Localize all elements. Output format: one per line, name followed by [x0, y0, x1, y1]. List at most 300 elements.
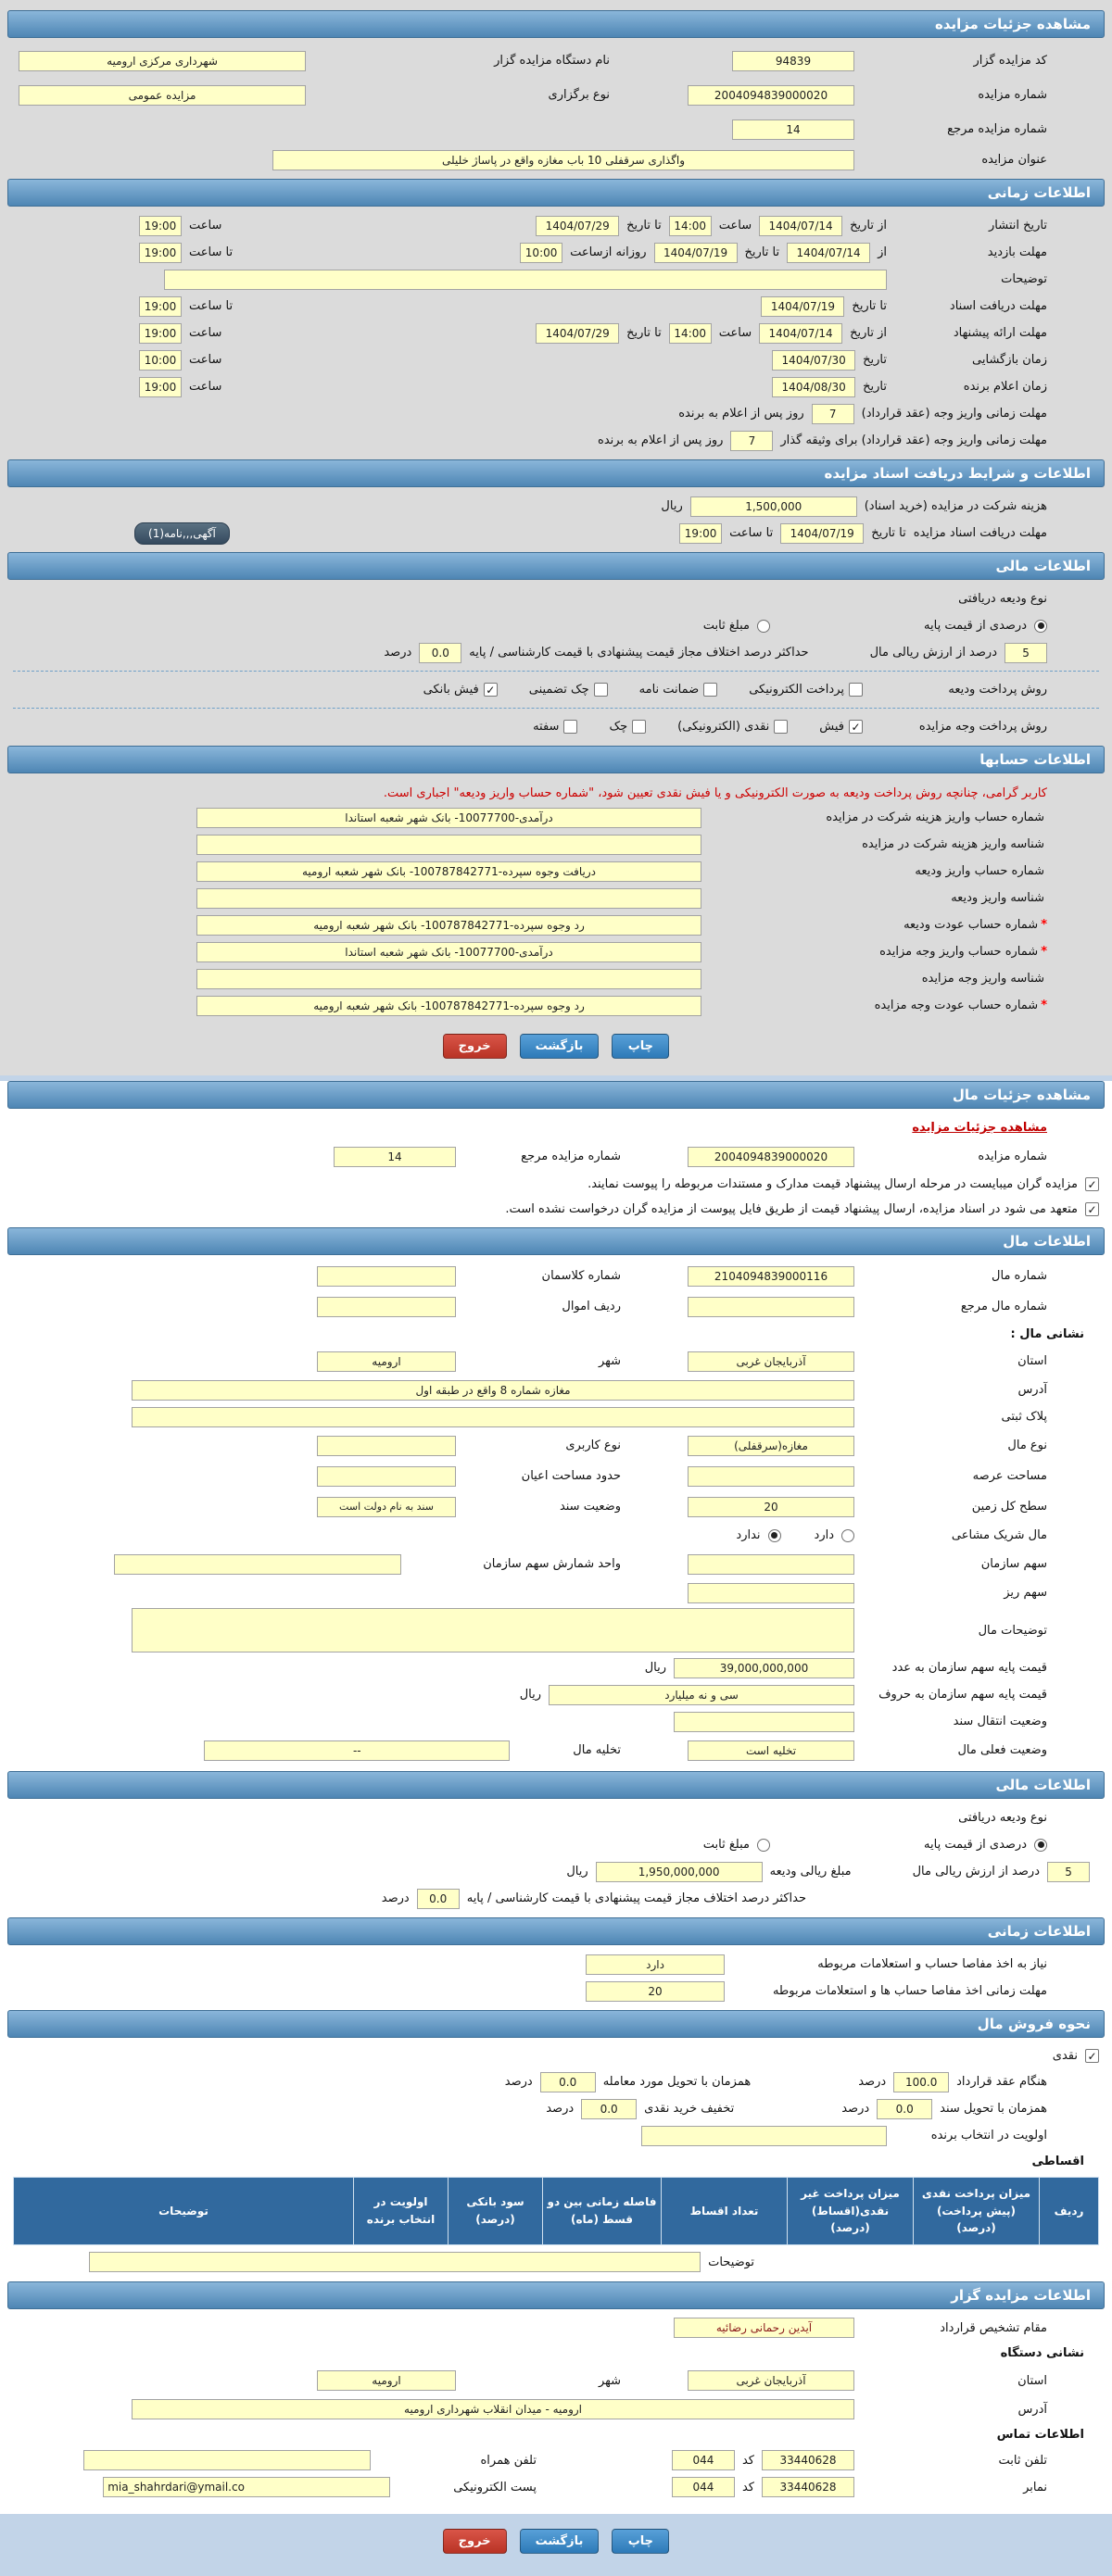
org-share-row	[0, 1549, 1112, 1579]
item-type-row	[0, 1430, 1112, 1461]
visit-to-time-field[interactable]: 19:00	[139, 243, 182, 263]
deposit-type-label: نوع ودیعه دریافتی	[958, 1811, 1047, 1825]
city-label: شهر	[598, 2373, 621, 2388]
bidder-code-field[interactable]: 94839	[732, 51, 854, 71]
electronic-payment-label: پرداخت الکترونیکی	[749, 683, 844, 697]
doc-deadline-label: مهلت دریافت اسناد مزایده	[913, 526, 1047, 540]
winner-label: زمان اعلام برنده	[963, 380, 1047, 394]
on-delivery-field[interactable]: 0.0	[540, 2072, 596, 2092]
building-area-field[interactable]	[317, 1466, 456, 1487]
item-type-pair	[621, 1436, 1047, 1456]
area-row	[0, 1461, 1112, 1491]
percent-label: درصد	[381, 1891, 410, 1905]
auction-ref-field[interactable]: 14	[732, 119, 854, 140]
bidder-code-label: کد مزایده گزار	[973, 54, 1047, 68]
mobile-field[interactable]	[83, 2450, 371, 2470]
deed-status-field[interactable]: سند به نام دولت است	[317, 1497, 456, 1517]
class-no-field[interactable]	[317, 1266, 456, 1287]
account-field[interactable]: درآمدی-10077700- بانک شهر شعبه استاندا	[196, 808, 701, 828]
percent-of-base-label: درصدی از قیمت پایه	[924, 619, 1027, 633]
phone-number-field[interactable]: 33440628	[762, 2450, 854, 2470]
winner-date-field[interactable]: 1404/08/30	[772, 377, 855, 397]
sale-percents-row2	[0, 2095, 1112, 2122]
auction-no-field[interactable]: 2004094839000020	[688, 1147, 854, 1167]
promissory-label: سفته	[533, 720, 560, 734]
deposit-type-options-row	[0, 612, 1112, 639]
percent-label: درصد	[384, 646, 412, 660]
account-field[interactable]	[196, 835, 701, 855]
auction-id-row	[0, 44, 1112, 78]
doc-deadline-row	[0, 520, 1112, 547]
opening-date-field[interactable]: 1404/07/30	[772, 350, 855, 371]
usage-field[interactable]	[317, 1436, 456, 1456]
winner-row	[0, 373, 1112, 400]
organizer-province-field[interactable]: آذربایجان غربی	[688, 2370, 854, 2391]
base-price-words-field[interactable]: سی و نه میلیارد	[549, 1685, 854, 1705]
transfer-status-row	[0, 1708, 1112, 1735]
asset-row-field[interactable]	[317, 1297, 456, 1317]
item-no-field[interactable]: 2104094839000116	[688, 1266, 854, 1287]
authority-row	[0, 2315, 1112, 2342]
shared-no-radio[interactable]	[768, 1529, 781, 1542]
clearance-row	[0, 1951, 1112, 1978]
organizer-province-row	[0, 2366, 1112, 2396]
account-row	[0, 858, 1112, 885]
section-title: مشاهده جزئیات مزایده	[934, 16, 1091, 32]
print-button[interactable]: چاپ	[612, 2529, 669, 2554]
auction-no-row	[0, 78, 1112, 112]
to-date-label: تا تاریخ	[744, 245, 780, 259]
auction-ref-pair	[533, 119, 1047, 140]
authority-field[interactable]: آیدین رحمانی رضائیه	[674, 2318, 854, 2338]
account-field[interactable]: درآمدی-10077700- بانک شهر شعبه استاندا	[196, 942, 701, 962]
percent-label: درصد	[546, 2102, 575, 2116]
deposit-due2-field[interactable]: 7	[730, 431, 773, 451]
back-button[interactable]: بازگشت	[520, 2529, 600, 2554]
address-label: آدرس	[1017, 2402, 1047, 2417]
visit-to-field[interactable]: 1404/07/19	[654, 243, 738, 263]
fixed-amount-radio[interactable]	[757, 620, 770, 633]
rial-label: ریال	[661, 499, 683, 513]
deposit-due2-row	[0, 427, 1112, 454]
city-field[interactable]: ارومیه	[317, 1351, 456, 1372]
winner-priority-label: اولویت در انتخاب برنده	[930, 2129, 1047, 2142]
print-button[interactable]: چاپ	[612, 1034, 669, 1059]
publish-to-time-group	[139, 216, 221, 236]
item-notes-field[interactable]	[132, 1608, 854, 1652]
phone-row	[0, 2447, 1112, 2474]
deposit-amount-label: مبلغ ریالی ودیعه	[769, 1865, 852, 1879]
publish-to-time-field[interactable]: 19:00	[139, 216, 182, 236]
address-label: آدرس	[1017, 1383, 1047, 1397]
province-pair	[621, 2370, 1047, 2391]
auction-no-pair	[610, 85, 1047, 106]
required-asterisk: *	[1041, 945, 1047, 959]
deposit-percent-field[interactable]: 5	[1047, 1862, 1090, 1882]
item-ref-row	[0, 1291, 1112, 1322]
auction-subject-field[interactable]: واگذاری سرقفلی 10 باب مغازه واقع در پاساژ خلیلی	[272, 150, 854, 170]
fish-checkbox[interactable]	[849, 720, 863, 734]
doc-fee-field[interactable]: 1,500,000	[690, 496, 857, 517]
share-unit-pair	[19, 1554, 621, 1575]
max-diff-label: حداکثر درصد اختلاف مجاز قیمت پیشنهادی با قیمت کارشناسی / پایه	[469, 646, 809, 660]
item-address-row	[0, 1376, 1112, 1403]
section-title: مشاهده جزئیات مال	[952, 1087, 1091, 1103]
account-field[interactable]: دریافت وجوه سپرده-100787842771- بانک شهر شعبه ارومیه	[196, 861, 701, 882]
current-status-pair	[621, 1740, 1047, 1761]
section-title: نحوه فروش مال	[977, 2016, 1091, 2032]
opening-time-field[interactable]: 10:00	[139, 350, 182, 371]
deposit-percent-suffix: درصد از ارزش ریالی مال	[912, 1865, 1040, 1879]
winner-time-field[interactable]: 19:00	[139, 377, 182, 397]
to-date-label: تا تاریخ	[626, 326, 662, 340]
email-field[interactable]: mia_shahrdari@ymail.co	[103, 2477, 390, 2497]
to-date-label: تا تاریخ	[852, 299, 887, 313]
org-name-field[interactable]: شهرداری مرکزی ارومیه	[19, 51, 306, 71]
phone-code-field[interactable]: 044	[672, 2450, 735, 2470]
account-field[interactable]	[196, 888, 701, 909]
account-field[interactable]: رد وجوه سپرده-100787842771- بانک شهر شعبه ارومیه	[196, 915, 701, 936]
city-pair	[19, 2370, 621, 2391]
base-price-label: قیمت پایه سهم سازمان به عدد	[891, 1661, 1047, 1675]
item-no-row	[0, 1261, 1112, 1291]
col-winner-priority: اولویت در انتخاب برنده	[354, 2178, 449, 2245]
rial-label: ریال	[644, 1661, 666, 1675]
bidder-code-pair	[610, 51, 1047, 71]
fax-number-field[interactable]: 33440628	[762, 2477, 854, 2497]
publish-from-date-field[interactable]: 1404/07/14	[759, 216, 842, 236]
account-field[interactable]: رد وجوه سپرده-100787842771- بانک شهر شعبه ارومیه	[196, 996, 701, 1016]
hold-type-field[interactable]: مزایده عمومی	[19, 85, 306, 106]
on-contract-label: هنگام عقد قرارداد	[956, 2075, 1047, 2089]
certified-check-checkbox[interactable]	[594, 683, 608, 697]
winner-priority-row	[0, 2122, 1112, 2149]
item-no-pair	[621, 1266, 1047, 1287]
shared-ownership-row	[0, 1522, 1112, 1549]
sale-notes-field[interactable]	[89, 2252, 701, 2272]
percent-of-base-radio[interactable]	[1034, 1839, 1047, 1852]
cash-electronic-checkbox[interactable]	[774, 720, 788, 734]
page-footer-buttons	[0, 2514, 1112, 2576]
percent-label: درصد	[858, 2075, 887, 2089]
land-total-field[interactable]: 20	[688, 1497, 854, 1517]
publish-to-date-field[interactable]: 1404/07/29	[536, 216, 619, 236]
sub-share-row	[0, 1579, 1112, 1606]
organizer-address-group-label: نشانی دستگاه	[1000, 2346, 1084, 2361]
mobile-label: تلفن همراه	[480, 2453, 537, 2468]
method-guarantee	[639, 683, 718, 697]
section-header-item-details	[7, 1081, 1105, 1109]
attachment-button[interactable]: آگهی,,,نامه(1)	[134, 522, 230, 545]
section-title: اطلاعات مال	[1003, 1233, 1091, 1250]
clearance-due-field[interactable]: 20	[586, 1981, 725, 2002]
auction-ref-label: شماره مزایده مرجع	[947, 122, 1047, 136]
account-row	[0, 831, 1112, 858]
required-asterisk: *	[1041, 918, 1047, 932]
auction-no-pair	[621, 1147, 1047, 1167]
percent-of-base-radio[interactable]	[1034, 620, 1047, 633]
item-details-panel	[0, 1081, 1112, 2514]
pay-method-row	[0, 713, 1112, 740]
deposit-amount-field[interactable]: 1,950,000,000	[596, 1862, 763, 1882]
item-ref-field[interactable]	[688, 1297, 854, 1317]
sub-share-field[interactable]	[688, 1583, 854, 1603]
org-share-field[interactable]	[688, 1554, 854, 1575]
asset-row-pair	[19, 1297, 621, 1317]
deposit-percent-suffix: درصد از ارزش ریالی مال	[869, 646, 997, 660]
hour-label: ساعت	[189, 380, 222, 394]
deposit-due2-label: مهلت زمانی واریز وجه (عقد قرارداد) برای وثیقه گذار	[780, 434, 1047, 447]
sale-notes-row	[0, 2249, 1112, 2276]
visit-from-field[interactable]: 1404/07/14	[787, 243, 870, 263]
organizer-address-field[interactable]: ارومیه - میدان انقلاب شهرداری ارومیه	[132, 2399, 854, 2419]
installment-table-header-row	[14, 2178, 1099, 2245]
auction-no-field[interactable]: 2004094839000020	[688, 85, 854, 106]
section-header-auction-details	[7, 10, 1105, 38]
proposal-from-time-field[interactable]: 14:00	[669, 323, 712, 344]
current-status-label: وضعیت فعلی مال	[957, 1743, 1047, 1757]
fish-label: فیش	[819, 720, 844, 734]
fixed-amount-label: مبلغ ثابت	[702, 619, 751, 633]
on-contract-field[interactable]: 100.0	[893, 2072, 949, 2092]
section-header-sale-method	[7, 2010, 1105, 2038]
deposit-percent-row2	[0, 1858, 1112, 1885]
authority-label: مقام تشخیص قرارداد	[940, 2320, 1047, 2335]
account-row	[0, 885, 1112, 911]
opening-row	[0, 346, 1112, 373]
electronic-payment-checkbox[interactable]	[849, 683, 863, 697]
share-unit-field[interactable]	[114, 1554, 401, 1575]
section-header-organizer	[7, 2281, 1105, 2309]
schedule-notes-row	[0, 266, 1112, 293]
visit-label: مهلت بازدید	[987, 245, 1047, 259]
visit-from-time-field[interactable]: 10:00	[520, 243, 562, 263]
no-attachment-request-text: متعهد می شود در اسناد مزایده، ارسال پیشنهاد قیمت از طریق فایل پیوست از مزایده گران درخواست نشده است.	[505, 1202, 1078, 1216]
proposal-to-time-field[interactable]: 19:00	[139, 323, 182, 344]
auction-details-panel	[0, 0, 1112, 1075]
bank-slip-label: فیش بانکی	[423, 683, 479, 697]
view-auction-details-link[interactable]: مشاهده جزئیات مزایده	[912, 1121, 1047, 1135]
section-title: اطلاعات حسابها	[979, 751, 1091, 768]
installment-table	[13, 2177, 1099, 2245]
bank-slip-checkbox[interactable]	[484, 683, 498, 697]
evacuation-pair	[19, 1740, 621, 1761]
to-date-label: تا تاریخ	[626, 219, 662, 232]
guarantee-letter-label: ضمانت نامه	[638, 683, 700, 697]
evacuation-field[interactable]: --	[204, 1740, 510, 1761]
item-address-field[interactable]: مغازه شماره 8 واقع در طبقه اول	[132, 1380, 854, 1401]
doc-deadline-time-field[interactable]: 19:00	[679, 523, 722, 544]
section-header-finance1	[7, 552, 1105, 580]
schedule-notes-field[interactable]	[164, 270, 887, 290]
item-notes-label: توضیحات مال	[978, 1623, 1047, 1638]
usage-label: نوع کاربری	[565, 1439, 621, 1452]
code-label: کد	[741, 2480, 754, 2494]
share-unit-label: واحد شمارش سهم سازمان	[483, 1557, 621, 1571]
org-share-pair	[621, 1554, 1047, 1575]
attachment-group	[134, 522, 230, 545]
cash-sale-checkbox[interactable]	[1085, 2049, 1099, 2063]
sale-notes-label: توضیحات	[708, 2255, 754, 2269]
on-deed-label: همزمان با تحویل سند	[940, 2102, 1047, 2116]
account-label: شناسه واریز هزینه شرکت در مزایده	[862, 837, 1044, 851]
from-label: از	[878, 245, 887, 259]
section-header-schedule2	[7, 1917, 1105, 1945]
base-price-field[interactable]: 39,000,000,000	[674, 1658, 854, 1678]
plate-field[interactable]	[132, 1407, 854, 1427]
max-diff-field[interactable]: 0.0	[417, 1889, 460, 1909]
hour-label: ساعت	[718, 219, 752, 232]
area-pair	[621, 1466, 1047, 1487]
auction-ref-label: شماره مزایده مرجع	[521, 1150, 621, 1163]
opening-label: زمان بازگشایی	[972, 353, 1047, 367]
exit-button[interactable]: خروج	[443, 1034, 507, 1059]
attachment-required-row	[0, 1172, 1112, 1197]
account-row	[0, 965, 1112, 992]
item-auction-no-row	[0, 1141, 1112, 1172]
item-ref-label: شماره مال مرجع	[960, 1300, 1047, 1313]
deposit-percent-field[interactable]: 5	[1005, 643, 1047, 663]
account-field[interactable]	[196, 969, 701, 989]
organizer-city-field[interactable]: ارومیه	[317, 2370, 456, 2391]
deed-status-pair	[19, 1497, 621, 1517]
doc-receive-time-field[interactable]: 19:00	[139, 296, 182, 317]
transfer-status-field[interactable]	[674, 1712, 854, 1732]
promissory-checkbox[interactable]	[563, 720, 577, 734]
panel1-buttons	[0, 1019, 1112, 1064]
usage-pair	[19, 1436, 621, 1456]
no-attachment-request-checkbox[interactable]	[1085, 1202, 1099, 1216]
city-pair	[19, 1351, 621, 1372]
section-header-finance2	[7, 1771, 1105, 1799]
daily-from-hour-label: روزانه ازساعت	[570, 245, 647, 259]
account-label: *شماره حساب عودت ودیعه	[904, 918, 1047, 932]
code-label: کد	[741, 2453, 754, 2468]
section-title: اطلاعات مالی	[995, 1777, 1091, 1793]
col-bank-interest: سود بانکی (درصد)	[449, 2178, 543, 2245]
province-pair	[621, 1351, 1047, 1372]
to-hour-label: تا ساعت	[729, 526, 774, 540]
exit-button[interactable]: خروج	[443, 2529, 507, 2554]
deposit-due2-suffix: روز پس از اعلام به برنده	[598, 434, 724, 447]
account-row	[0, 938, 1112, 965]
dashed-divider	[13, 708, 1099, 709]
from-date-label: از تاریخ	[850, 326, 887, 340]
section-title: اطلاعات و شرایط دریافت اسناد مزایده	[824, 465, 1091, 482]
guarantee-letter-checkbox[interactable]	[703, 683, 717, 697]
deposit-due-field[interactable]: 7	[812, 404, 854, 424]
visit-to-time-group	[139, 243, 233, 263]
fax-code-field[interactable]: 044	[672, 2477, 735, 2497]
current-status-field[interactable]: تخلیه است	[688, 1740, 854, 1761]
account-label: *شماره حساب عودت وجه مزایده	[874, 999, 1047, 1012]
item-province-row	[0, 1346, 1112, 1376]
rial-label: ریال	[566, 1865, 588, 1879]
max-diff-row2	[0, 1885, 1112, 1912]
notes-label: توضیحات	[1001, 272, 1047, 286]
cash-sale-label: نقدی	[1052, 2049, 1078, 2063]
doc-receive-time-group	[139, 296, 233, 317]
fax-label: نمابر	[1023, 2480, 1047, 2494]
doc-receive-date-field[interactable]: 1404/07/19	[761, 296, 844, 317]
hour-label: ساعت	[189, 326, 222, 340]
date-label: تاریخ	[863, 380, 887, 394]
deposit-due-suffix: روز پس از اعلام به برنده	[678, 407, 804, 421]
col-cash-prepay-percent: میزان پرداخت نقدی (پیش پرداخت) (درصد)	[914, 2178, 1040, 2245]
doc-deadline-date-field[interactable]: 1404/07/19	[780, 523, 864, 544]
to-hour-label: تا ساعت	[189, 245, 234, 259]
attachment-required-checkbox[interactable]	[1085, 1177, 1099, 1191]
item-notes-row	[0, 1606, 1112, 1654]
auction-ref-row	[0, 112, 1112, 146]
base-price-row	[0, 1654, 1112, 1681]
area-field[interactable]	[688, 1466, 854, 1487]
installment-group-label: اقساطی	[1031, 2154, 1084, 2168]
shared-ownership-label: مال شریک مشاعی	[951, 1528, 1047, 1542]
account-label: شناسه واریز ودیعه	[951, 891, 1044, 905]
proposal-from-date-field[interactable]: 1404/07/14	[759, 323, 842, 344]
class-no-pair	[19, 1266, 621, 1287]
item-type-field[interactable]: مغازه(سرقفلی)	[688, 1436, 854, 1456]
winner-priority-field[interactable]	[641, 2126, 887, 2146]
dashed-divider	[13, 671, 1099, 672]
province-label: استان	[1017, 2373, 1047, 2388]
deposit-method-label: روش پرداخت ودیعه	[948, 683, 1047, 697]
discount-label: تخفیف خرید نقدی	[644, 2102, 735, 2116]
account-row	[0, 911, 1112, 938]
rial-label: ریال	[519, 1688, 541, 1702]
clearance-field[interactable]: دارد	[586, 1954, 725, 1975]
no-attachment-request-row	[0, 1197, 1112, 1222]
base-price-words-row	[0, 1681, 1112, 1708]
publish-date-row	[0, 212, 1112, 239]
on-deed-field[interactable]: 0.0	[877, 2099, 932, 2119]
check-checkbox[interactable]	[632, 720, 646, 734]
shared-yes-radio[interactable]	[841, 1529, 854, 1542]
fax-row	[0, 2474, 1112, 2501]
max-diff-field[interactable]: 0.0	[419, 643, 461, 663]
auction-subject-row	[0, 146, 1112, 173]
building-area-pair	[19, 1466, 621, 1487]
clearance-label: نیاز به اخذ مفاصا حساب و استعلامات مربوطه	[817, 1957, 1047, 1971]
deposit-type-row	[0, 585, 1112, 612]
deposit-type-label: نوع ودیعه دریافتی	[958, 592, 1047, 606]
deed-status-label: وضعیت سند	[559, 1500, 621, 1514]
pay-cash-electronic	[677, 720, 788, 734]
auction-ref-field[interactable]: 14	[334, 1147, 456, 1167]
account-row	[0, 804, 1112, 831]
transfer-status-label: وضعیت انتقال سند	[953, 1715, 1047, 1728]
proposal-to-date-field[interactable]: 1404/07/29	[536, 323, 619, 344]
province-field[interactable]: آذربایجان غربی	[688, 1351, 854, 1372]
item-type-label: نوع مال	[1007, 1439, 1047, 1452]
publish-from-time-field[interactable]: 14:00	[669, 216, 712, 236]
doc-fee-row	[0, 493, 1112, 520]
section-title: اطلاعات مزایده گزار	[951, 2286, 1091, 2304]
auction-subject-label: عنوان مزایده	[981, 153, 1047, 167]
item-ref-pair	[621, 1297, 1047, 1317]
method-bank-slip	[423, 683, 498, 697]
to-date-label: تا تاریخ	[871, 526, 906, 540]
winner-time-group	[139, 377, 221, 397]
area-label: مساحت عرصه	[972, 1469, 1047, 1483]
back-button[interactable]: بازگشت	[520, 1034, 600, 1059]
hour-label: ساعت	[189, 353, 222, 367]
fixed-amount-radio[interactable]	[757, 1839, 770, 1852]
auction-no-label: شماره مزایده	[978, 1150, 1047, 1163]
discount-field[interactable]: 0.0	[581, 2099, 637, 2119]
province-label: استان	[1017, 1354, 1047, 1368]
